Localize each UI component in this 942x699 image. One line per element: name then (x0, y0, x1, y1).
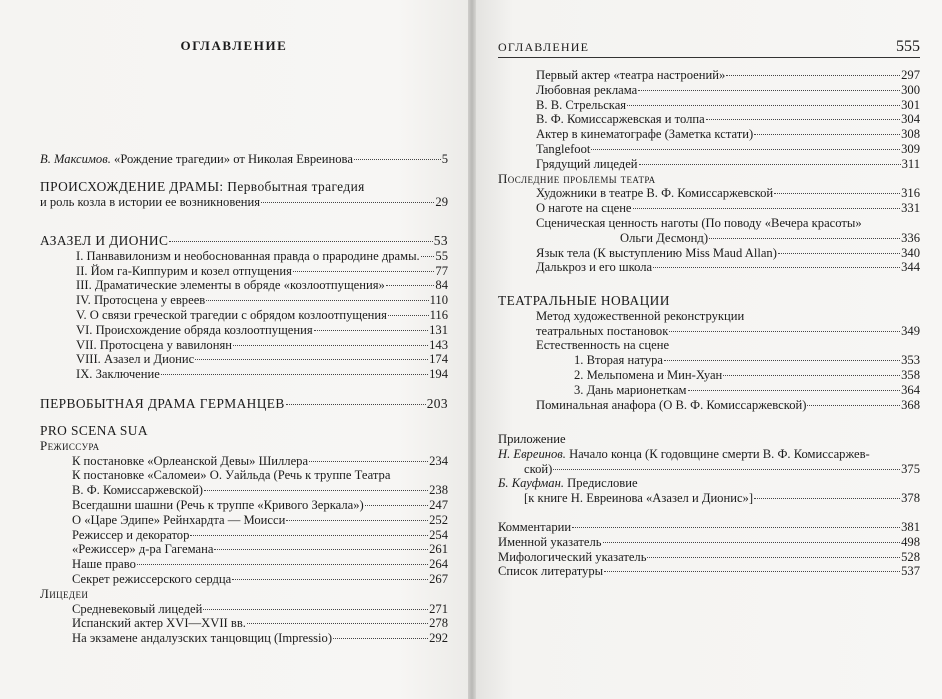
toc-entry (72, 602, 448, 617)
running-title: ОГЛАВЛЕНИЕ (498, 40, 590, 54)
entry-title-line: Естественность на сцене (536, 338, 670, 353)
entry-last-line (536, 324, 920, 339)
dot-leader (754, 134, 900, 135)
toc-right-top (498, 68, 920, 275)
subsection-title-actors: Лицедеи (40, 585, 89, 601)
entry-title-line: Всегдашни шашни (Речь к труппе «Кривого Зеркала») (72, 497, 364, 512)
entry-page: 271 (429, 601, 448, 616)
subsection-title-direction: Режиссура (40, 437, 100, 453)
dot-leader (195, 359, 428, 360)
entry-title-line (498, 476, 920, 491)
entry-last-line (72, 557, 448, 572)
dot-leader (388, 315, 429, 316)
toc-entry (536, 216, 920, 246)
entry-page: 311 (901, 156, 920, 171)
entry-page: 131 (429, 322, 448, 337)
toc-appendix (498, 432, 920, 506)
toc-section-origin (40, 180, 448, 210)
toc-entry (72, 616, 448, 631)
toc-entry (536, 201, 920, 216)
toc-entry (536, 260, 920, 275)
entry-title-line: 3. Дань марионеткам (574, 382, 687, 397)
entry-title-line: Секрет режиссерского сердца (72, 571, 232, 586)
entry-title-line: Первый актер «театра настроений» (536, 68, 726, 82)
dot-leader (669, 331, 900, 332)
entry-last-line (574, 368, 920, 383)
dot-leader (572, 527, 900, 528)
entry-page: 264 (429, 557, 448, 572)
entry-title: IX. Заключение (76, 367, 160, 382)
toc-entry (536, 338, 920, 353)
dot-leader (709, 238, 900, 239)
page-number: 555 (896, 38, 920, 55)
entry-page: 194 (429, 367, 448, 382)
toc-entry (76, 278, 448, 293)
entry-last-line (498, 462, 920, 477)
entry-author: Н. Евреинов. (498, 446, 566, 461)
entry-page: 238 (429, 483, 448, 498)
entry-page: 308 (901, 127, 920, 142)
dot-leader (653, 267, 900, 268)
appendix-title: Приложение (498, 432, 566, 446)
dot-leader (365, 505, 428, 506)
entry-last-line (72, 498, 448, 513)
running-head (498, 38, 920, 58)
entry-title-line: Сценическая ценность наготы (По поводу «Вечера красоты» (536, 215, 862, 230)
entry-page: 309 (901, 141, 920, 156)
dot-leader (233, 345, 428, 346)
dot-leader (627, 105, 900, 106)
dot-leader (161, 374, 428, 375)
entry-page: 301 (901, 97, 920, 112)
toc-entry (536, 383, 920, 398)
dot-leader (706, 119, 900, 120)
toc-entry (536, 157, 920, 172)
toc-section-pro-scena (40, 424, 448, 646)
toc-entry (536, 353, 920, 368)
actors-list (40, 602, 448, 646)
entry-last-line (536, 98, 920, 113)
entry-page: 528 (901, 549, 920, 564)
dot-leader (247, 623, 428, 624)
entry-last-line (72, 528, 448, 543)
entry-title-line: Режиссер и декоратор (72, 527, 190, 542)
dot-leader (591, 149, 900, 150)
entry-page: 381 (901, 520, 920, 534)
entry-last-line (536, 338, 920, 353)
entry-last-line (536, 142, 920, 157)
dot-leader (137, 564, 428, 565)
entry-author: В. Максимов. (40, 152, 111, 166)
toc-entry (536, 309, 920, 339)
toc-entry (72, 528, 448, 543)
entry-page: 174 (429, 352, 448, 367)
toc-entry (536, 98, 920, 113)
entry-page: 316 (901, 186, 920, 201)
entry-title-line: Поминальная анафора (О В. Ф. Комиссаржевской) (536, 397, 807, 412)
section-title-line2: и роль козла в истории ее возникновения (40, 194, 261, 209)
toc-entry (76, 352, 448, 367)
entry-page: 84 (435, 278, 448, 293)
entry-page: 77 (435, 263, 448, 278)
toc-back-matter (498, 520, 920, 579)
entry-page: 498 (901, 534, 920, 549)
entry-title-line: 2. Мельпомена и Мин-Хуан (574, 367, 723, 382)
entry-page: 368 (901, 397, 920, 412)
toc-entry (76, 249, 448, 264)
toc-entry (72, 468, 448, 498)
toc-entry (498, 564, 920, 579)
entry-title: VI. Происхождение обряда козлоотпущения (76, 322, 313, 337)
entry-title-line: В. Ф. Комиссаржевской) (72, 483, 203, 498)
entry-page: 331 (901, 201, 920, 216)
entry-last-line (498, 491, 920, 506)
left-page (0, 0, 468, 699)
entry-title: III. Драматические элементы в обряде «козлоотпущения» (76, 278, 385, 293)
entry-title-line: Далькроз и его школа (536, 260, 653, 275)
subsection-title-problems: Последние проблемы театра (498, 170, 656, 186)
toc-entry (76, 264, 448, 279)
entry-title: Мифологический указатель (498, 549, 647, 564)
book-gutter (468, 0, 476, 699)
entry-author: Б. Кауфман. (498, 476, 565, 491)
toc-entry (72, 513, 448, 528)
entry-title-line: Язык тела (К выступлению Miss Maud Allan) (536, 245, 777, 260)
entry-title: IV. Протосцена у евреев (76, 293, 206, 308)
entry-page: 116 (429, 307, 448, 322)
entry-last-line (536, 83, 920, 98)
novations-list (498, 309, 920, 413)
entry-page: 292 (429, 631, 448, 646)
entry-title: Именной указатель (498, 534, 602, 549)
entry-page: 247 (429, 497, 448, 512)
dot-leader (293, 271, 435, 272)
section-title: PRO SCENA SUA (40, 423, 148, 438)
entry-page: 267 (429, 571, 448, 586)
dot-leader (754, 498, 900, 499)
dot-leader (314, 330, 428, 331)
dot-leader (639, 164, 901, 165)
entry-title-line: К постановке «Саломеи» О. Уайльда (Речь к труппе Театра (72, 468, 391, 483)
entry-page: 261 (429, 542, 448, 557)
entry-page: 340 (901, 245, 920, 260)
entry-title-line: Метод художественной реконструкции (536, 308, 745, 323)
toc-entry (536, 142, 920, 157)
toc-entry (536, 127, 920, 142)
toc-entry (536, 398, 920, 413)
entry-title-line: В. В. Стрельская (536, 97, 627, 112)
entry-title: I. Панвавилонизм и необоснованная правда о прародине драмы. (76, 248, 420, 263)
entry-title-line: О «Царе Эдипе» Рейнхардта — Моисси (72, 512, 286, 527)
entry-title-text: Предисловие (567, 476, 638, 491)
entry-last-line (72, 483, 448, 498)
entry-title-line: театральных постановок (536, 323, 669, 338)
toc-entry (76, 323, 448, 338)
entry-last-line (536, 68, 920, 83)
entry-last-line (536, 260, 920, 275)
entry-title: V. О связи греческой трагедии с обрядом козлоотпущения (76, 307, 387, 322)
entry-page: 234 (429, 453, 448, 468)
entry-title-line: К постановке «Орлеанской Девы» Шиллера (72, 453, 309, 468)
dot-leader (604, 571, 900, 572)
entry-page: 375 (901, 461, 920, 476)
entry-last-line (536, 398, 920, 413)
toc-entry (498, 520, 920, 535)
entry-title: На экзамене андалузских танцовщиц (Impressio) (72, 631, 333, 646)
dot-leader (309, 461, 428, 462)
entry-last-line (72, 572, 448, 587)
entry-last-line (574, 383, 920, 398)
entry-page: 143 (429, 337, 448, 352)
entry-last-line (536, 231, 920, 246)
dot-leader (421, 256, 435, 257)
toc-entry (536, 83, 920, 98)
toc-section-germanic (40, 397, 448, 412)
entry-page: 358 (901, 367, 920, 382)
entry-title-line: Художники в театре В. Ф. Комиссаржевской (536, 186, 774, 201)
dot-leader (553, 469, 900, 470)
toc-entry (72, 572, 448, 587)
entry-page: 297 (901, 68, 920, 82)
dot-leader (286, 520, 428, 521)
entry-page: 349 (901, 323, 920, 338)
entry-title-line: Грядущий лицедей (536, 156, 638, 171)
entry-last-line (72, 454, 448, 469)
dot-leader (232, 579, 428, 580)
entry-last-line (536, 246, 920, 261)
entry-page: 5 (441, 152, 448, 166)
entry-title: VII. Протосцена у вавилонян (76, 337, 233, 352)
entry-title-line: В. Ф. Комиссаржевская и толпа (536, 112, 705, 127)
entry-page: 364 (901, 382, 920, 397)
toc-entry (536, 112, 920, 127)
entry-title-line: О наготе на сцене (536, 201, 632, 216)
entry-title: Средневековый лицедей (72, 601, 203, 616)
entry-title-line: Любовная реклама (536, 82, 638, 97)
entry-page: 254 (429, 527, 448, 542)
toc-entry (76, 308, 448, 323)
dot-leader (807, 405, 900, 406)
toc-entry (72, 454, 448, 469)
dot-leader (206, 300, 428, 301)
problems-list (498, 186, 920, 275)
toc-entry (76, 338, 448, 353)
section-title: ТЕАТРАЛЬНЫЕ НОВАЦИИ (498, 293, 670, 308)
toc-entry-foreword (40, 152, 448, 167)
appendix-entry (498, 447, 920, 477)
entry-page: 304 (901, 112, 920, 127)
dot-leader (723, 375, 900, 376)
toc-entry (498, 550, 920, 565)
toc-entry (72, 631, 448, 646)
entry-page: 278 (429, 616, 448, 631)
entry-title-line (498, 447, 920, 462)
toc-entry (536, 246, 920, 261)
entry-title-text: Начало конца (К годовщине смерти В. Ф. Комиссаржев- (569, 446, 870, 461)
dot-leader (688, 390, 901, 391)
actors-list-continued (498, 68, 920, 172)
entry-page: 336 (901, 230, 920, 245)
dot-leader (203, 609, 428, 610)
entry-title-text: [к книге Н. Евреинова «Азазел и Дионис»] (524, 491, 754, 506)
entry-page: 55 (435, 248, 448, 263)
right-page (476, 0, 942, 699)
entry-title: Комментарии (498, 520, 572, 534)
dot-leader (204, 490, 428, 491)
toc-entry (76, 367, 448, 382)
entry-page: 537 (901, 564, 920, 579)
entry-page: 353 (901, 353, 920, 368)
section-title: ПЕРВОБЫТНАЯ ДРАМА ГЕРМАНЦЕВ (40, 396, 285, 411)
dot-leader (633, 208, 901, 209)
entry-title-line: «Режиссер» д-ра Гагемана (72, 542, 214, 557)
toc-entry (72, 498, 448, 513)
entry-title-line: Актер в кинематографе (Заметка кстати) (536, 127, 754, 142)
dot-leader (333, 638, 428, 639)
entry-title-text: ской) (524, 461, 553, 476)
entry-last-line (72, 513, 448, 528)
entry-title: «Рождение трагедии» от Николая Евреинова (114, 152, 353, 166)
entry-last-line (574, 353, 920, 368)
toc-entry (536, 368, 920, 383)
dot-leader (778, 253, 900, 254)
section-page: 53 (433, 233, 448, 248)
toc-entry (536, 186, 920, 201)
dot-leader (386, 285, 435, 286)
entry-last-line (536, 127, 920, 142)
dot-leader (190, 535, 428, 536)
entry-title-line: 1. Вторая натура (574, 353, 663, 368)
chapter-list (40, 249, 448, 382)
entry-title: VIII. Азазел и Дионис (76, 352, 195, 367)
contents-heading: ОГЛАВЛЕНИЕ (180, 38, 288, 53)
entry-title: II. Йом га-Киппурим и козел отпущения (76, 263, 292, 278)
entry-last-line (536, 157, 920, 172)
back-matter-list (498, 520, 920, 579)
toc-entry (536, 68, 920, 83)
appendix-entry (498, 476, 920, 506)
appendix-list (498, 447, 920, 506)
dot-leader (664, 360, 900, 361)
toc-entry (76, 293, 448, 308)
entry-page: 110 (429, 293, 448, 308)
section-title: АЗАЗЕЛ И ДИОНИС (40, 233, 169, 248)
dot-leader (647, 557, 900, 558)
entry-last-line (536, 201, 920, 216)
dot-leader (726, 75, 900, 76)
toc-entry (72, 542, 448, 557)
entry-last-line (72, 542, 448, 557)
entry-last-line (536, 186, 920, 201)
entry-last-line (536, 112, 920, 127)
entry-title: Испанский актер XVI—XVII вв. (72, 616, 246, 631)
dot-leader (214, 549, 428, 550)
entry-page: 344 (901, 260, 920, 275)
dot-leader (603, 542, 901, 543)
entry-title-line: Tanglefoot (536, 141, 591, 156)
toc-entry (498, 535, 920, 550)
entry-title-line: Наше право (72, 557, 136, 572)
toc-section-azazel (40, 234, 448, 382)
section-page: 29 (435, 194, 448, 209)
section-page: 203 (426, 396, 448, 411)
toc-section-novations (498, 294, 920, 412)
entry-page: 378 (901, 491, 920, 506)
dot-leader (638, 90, 900, 91)
entry-page: 252 (429, 512, 448, 527)
direction-list (40, 454, 448, 587)
entry-title: Список литературы (498, 564, 604, 579)
toc-entry (72, 557, 448, 572)
section-title-line1: ПРОИСХОЖДЕНИЕ ДРАМЫ: Первобытная трагедия (40, 179, 365, 194)
dot-leader (774, 193, 900, 194)
entry-title-line: Ольги Десмонд) (620, 230, 709, 245)
entry-page: 300 (901, 82, 920, 97)
